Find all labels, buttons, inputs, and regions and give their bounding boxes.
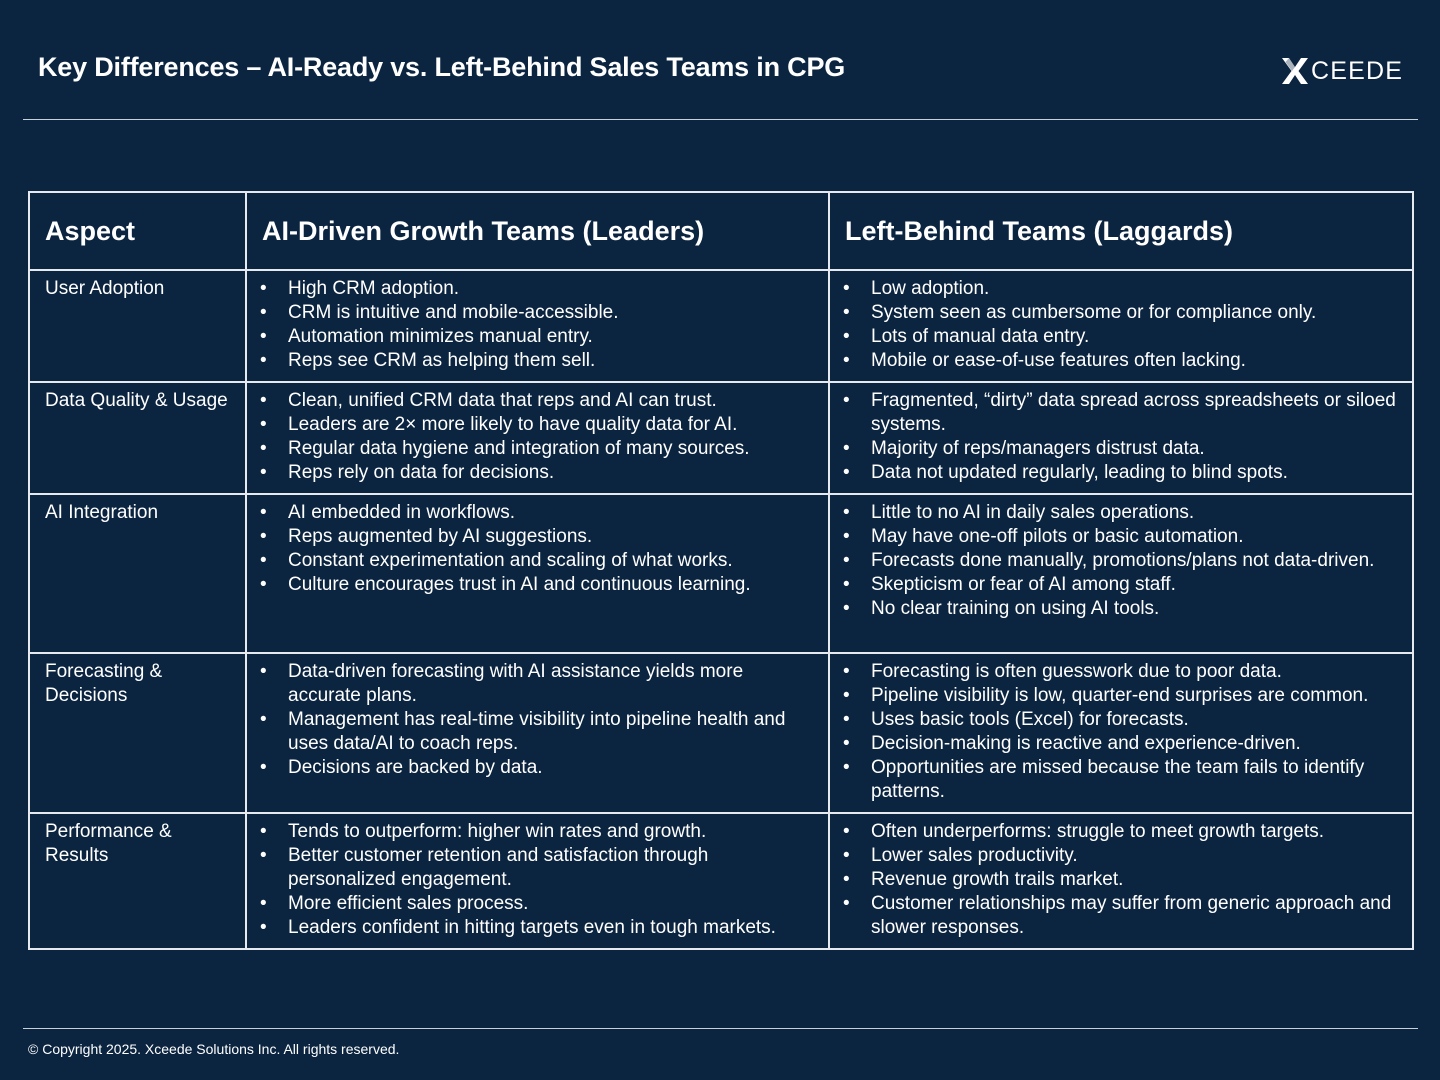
laggards-cell xyxy=(829,653,1413,813)
list-item: • Leaders confident in hitting targets even in tough markets. xyxy=(260,916,814,940)
list-item: • Uses basic tools (Excel) for forecasts. xyxy=(843,708,1398,732)
table-row xyxy=(29,494,1413,653)
list-item: • Leaders are 2× more likely to have quality data for AI. xyxy=(260,413,814,437)
aspect-cell: Performance & Results xyxy=(29,813,246,949)
list-item: • System seen as cumbersome or for compliance only. xyxy=(843,301,1398,325)
list-item: • Little to no AI in daily sales operations. xyxy=(843,501,1398,525)
list-item: • Revenue growth trails market. xyxy=(843,868,1398,892)
header-laggards: Left-Behind Teams (Laggards) xyxy=(829,192,1413,270)
list-item: • Lower sales productivity. xyxy=(843,844,1398,868)
table-row xyxy=(29,813,1413,949)
laggards-list xyxy=(843,820,1398,940)
laggards-cell xyxy=(829,382,1413,494)
list-item: • No clear training on using AI tools. xyxy=(843,597,1398,621)
list-item: • Reps rely on data for decisions. xyxy=(260,461,814,485)
comparison-table xyxy=(28,191,1414,950)
header-aspect: Aspect xyxy=(29,192,246,270)
xceede-logo xyxy=(1281,56,1403,86)
list-item: • Better customer retention and satisfaction through personalized engagement. xyxy=(260,844,814,892)
list-item: • Clean, unified CRM data that reps and AI can trust. xyxy=(260,389,814,413)
logo-wordmark: CEEDE xyxy=(1311,57,1404,85)
laggards-cell xyxy=(829,494,1413,653)
list-item: • Skepticism or fear of AI among staff. xyxy=(843,573,1398,597)
list-item: • Lots of manual data entry. xyxy=(843,325,1398,349)
list-item: • Mobile or ease-of-use features often lacking. xyxy=(843,349,1398,373)
list-item: • High CRM adoption. xyxy=(260,277,814,301)
list-item: • Automation minimizes manual entry. xyxy=(260,325,814,349)
xceede-x-mark-icon xyxy=(1281,57,1309,85)
laggards-cell xyxy=(829,813,1413,949)
list-item: • Fragmented, “dirty” data spread across spreadsheets or siloed systems. xyxy=(843,389,1398,437)
leaders-list xyxy=(260,820,814,940)
list-item: • Reps see CRM as helping them sell. xyxy=(260,349,814,373)
footer-divider xyxy=(23,1028,1418,1029)
list-item: • Pipeline visibility is low, quarter-end surprises are common. xyxy=(843,684,1398,708)
table-row xyxy=(29,653,1413,813)
list-item: • Constant experimentation and scaling of what works. xyxy=(260,549,814,573)
copyright-notice: © Copyright 2025. Xceede Solutions Inc. All rights reserved. xyxy=(28,1041,400,1057)
slide-title: Key Differences – AI-Ready vs. Left-Behind Sales Teams in CPG xyxy=(38,52,846,82)
list-item: • Forecasting is often guesswork due to poor data. xyxy=(843,660,1398,684)
laggards-cell xyxy=(829,270,1413,382)
list-item: • Culture encourages trust in AI and continuous learning. xyxy=(260,573,814,597)
list-item: • Tends to outperform: higher win rates and growth. xyxy=(260,820,814,844)
laggards-list xyxy=(843,660,1398,804)
table-row xyxy=(29,270,1413,382)
leaders-cell xyxy=(246,382,829,494)
table-row xyxy=(29,382,1413,494)
leaders-cell xyxy=(246,270,829,382)
list-item: • Majority of reps/managers distrust data. xyxy=(843,437,1398,461)
laggards-list xyxy=(843,389,1398,485)
list-item: • Data not updated regularly, leading to blind spots. xyxy=(843,461,1398,485)
list-item: • Opportunities are missed because the team fails to identify patterns. xyxy=(843,756,1398,804)
aspect-cell: User Adoption xyxy=(29,270,246,382)
leaders-list xyxy=(260,277,814,373)
list-item: • AI embedded in workflows. xyxy=(260,501,814,525)
list-item: • More efficient sales process. xyxy=(260,892,814,916)
list-item: • Often underperforms: struggle to meet growth targets. xyxy=(843,820,1398,844)
header-leaders: AI-Driven Growth Teams (Leaders) xyxy=(246,192,829,270)
leaders-list xyxy=(260,501,814,597)
list-item: • Low adoption. xyxy=(843,277,1398,301)
list-item: • Decision-making is reactive and experience-driven. xyxy=(843,732,1398,756)
list-item: • Customer relationships may suffer from generic approach and slower responses. xyxy=(843,892,1398,940)
list-item: • Decisions are backed by data. xyxy=(260,756,814,780)
aspect-cell: AI Integration xyxy=(29,494,246,653)
leaders-cell xyxy=(246,653,829,813)
leaders-cell xyxy=(246,494,829,653)
list-item: • Data-driven forecasting with AI assistance yields more accurate plans. xyxy=(260,660,814,708)
leaders-cell xyxy=(246,813,829,949)
header-divider xyxy=(23,119,1418,120)
aspect-cell: Forecasting & Decisions xyxy=(29,653,246,813)
list-item: • Forecasts done manually, promotions/plans not data-driven. xyxy=(843,549,1398,573)
leaders-list xyxy=(260,389,814,485)
aspect-cell: Data Quality & Usage xyxy=(29,382,246,494)
table-header-row xyxy=(29,192,1413,270)
laggards-list xyxy=(843,501,1398,621)
list-item: • CRM is intuitive and mobile-accessible. xyxy=(260,301,814,325)
laggards-list xyxy=(843,277,1398,373)
list-item: • May have one-off pilots or basic automation. xyxy=(843,525,1398,549)
list-item: • Reps augmented by AI suggestions. xyxy=(260,525,814,549)
list-item: • Regular data hygiene and integration of many sources. xyxy=(260,437,814,461)
leaders-list xyxy=(260,660,814,780)
list-item: • Management has real-time visibility into pipeline health and uses data/AI to coach reps. xyxy=(260,708,814,756)
